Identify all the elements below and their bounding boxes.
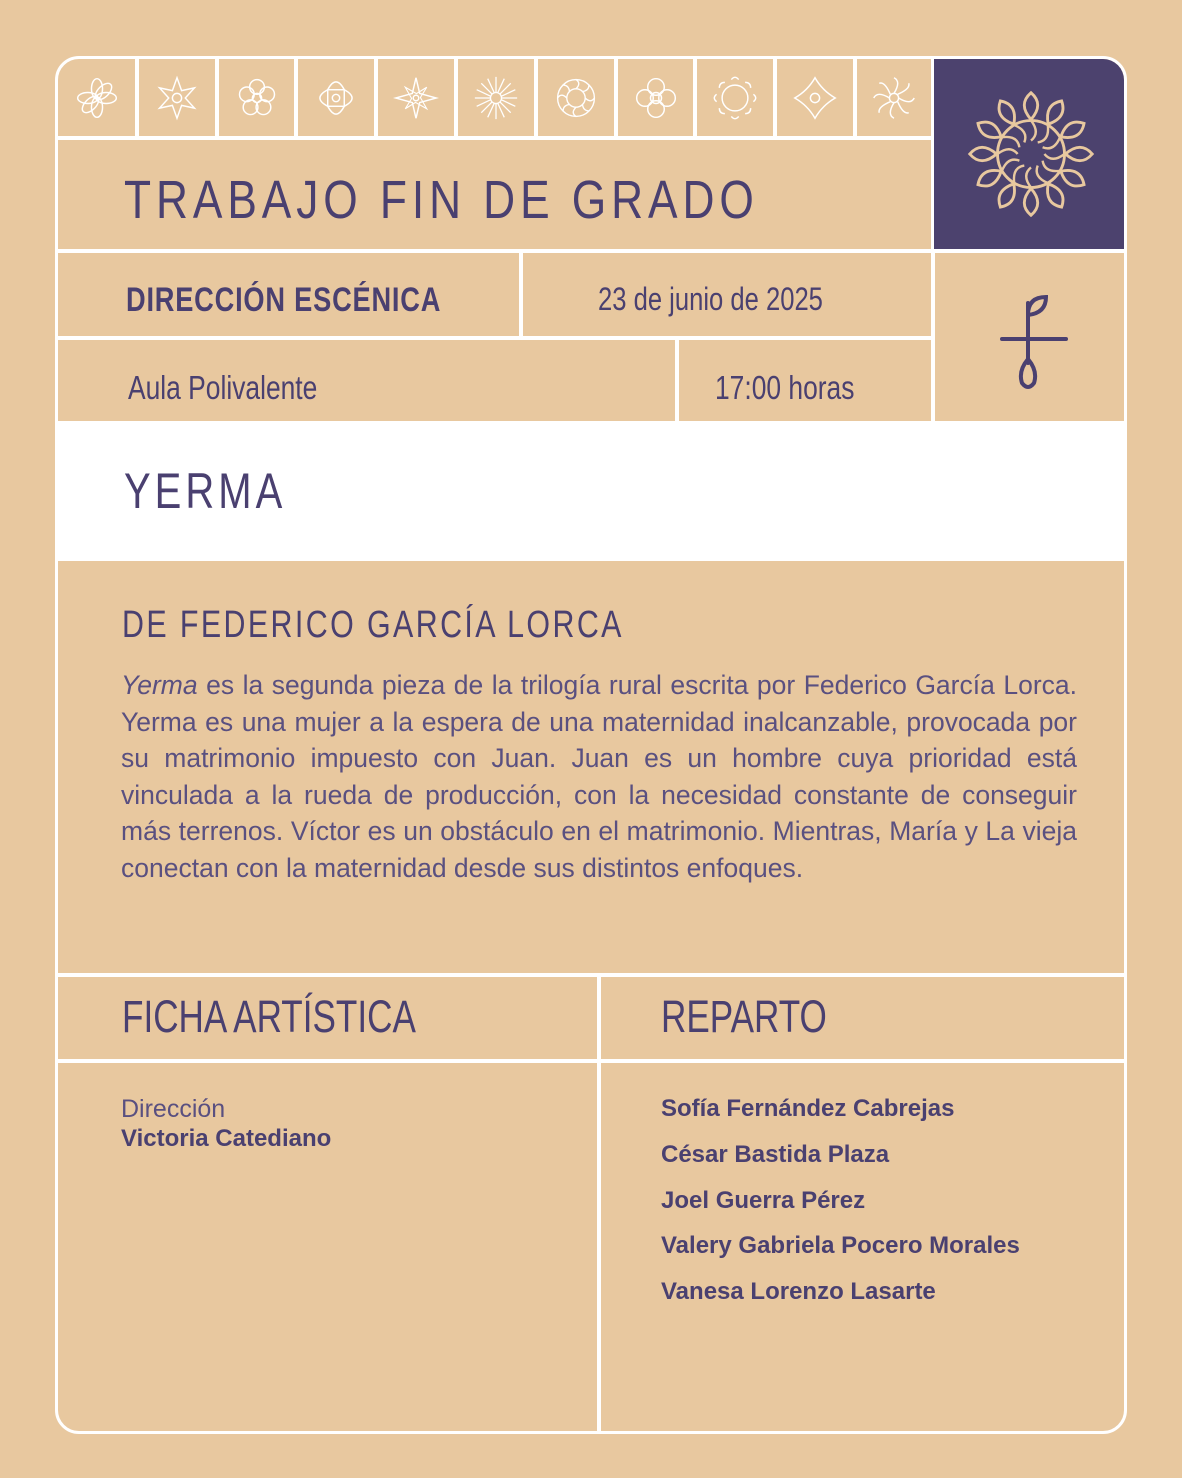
- divider: [58, 1059, 1127, 1063]
- cast-member: Vanesa Lorenzo Lasarte: [661, 1278, 936, 1306]
- event-card: [55, 56, 1127, 1434]
- layered-flower-icon: [618, 59, 693, 136]
- cast-member: Joel Guerra Pérez: [661, 1186, 866, 1214]
- sprout-symbol-icon: [988, 289, 1068, 399]
- director-role: Dirección: [121, 1095, 226, 1123]
- divider: [58, 249, 1127, 253]
- divider: [675, 339, 679, 423]
- play-title: YERMA: [124, 463, 287, 519]
- pointed-flower-icon: [378, 59, 454, 136]
- page-title: TRABAJO FIN DE GRADO: [124, 170, 759, 230]
- round-flower-icon: [219, 59, 294, 136]
- cast-heading: REPARTO: [661, 991, 827, 1042]
- diamond-flower-icon: [777, 59, 853, 136]
- star-flower-icon: [139, 59, 215, 136]
- cast-member: Valery Gabriela Pocero Morales: [661, 1232, 1020, 1260]
- divider: [58, 336, 934, 340]
- divider: [519, 253, 523, 337]
- cast-member: César Bastida Plaza: [661, 1140, 890, 1168]
- synopsis-title: Yerma: [121, 670, 198, 700]
- cast-member: Sofía Fernández Cabrejas: [661, 1095, 955, 1122]
- divider: [58, 136, 934, 140]
- synopsis-text: [121, 667, 1077, 886]
- credits-heading: FICHA ARTÍSTICA: [122, 991, 416, 1042]
- divider: [58, 973, 1127, 977]
- flower-outline-icon: [58, 59, 135, 136]
- mandala-logo-icon: [964, 87, 1098, 221]
- play-author: DE FEDERICO GARCÍA LORCA: [122, 604, 624, 646]
- scalloped-circle-icon: [697, 59, 773, 136]
- event-date: 23 de junio de 2025: [598, 281, 823, 317]
- event-time: 17:00 horas: [715, 369, 855, 406]
- director-name: Victoria Catediano: [121, 1125, 332, 1152]
- discipline-label: DIRECCIÓN ESCÉNICA: [126, 281, 442, 319]
- cast-list: [661, 1093, 1020, 1322]
- synopsis-body: es la segunda pieza de la trilogía rural escrita por Federico García Lorca. Yerma es una mujer a la espera de una maternidad inalcanzable, provocada por su matrimonio impuesto con Juan. Juan es un hombre cuya prioridad está vinculada a la rueda de producción, con la necesidad constante de conseguir más terrenos. Víctor es un obstáculo en el matrimonio. Mientras, María y La vieja conectan con la maternidad desde sus distintos enfoques.: [121, 670, 1077, 883]
- event-venue: Aula Polivalente: [128, 369, 318, 406]
- logo-panel: [934, 59, 1127, 249]
- flower-square-icon: [298, 59, 374, 136]
- divider: [597, 977, 601, 1434]
- mandala-ring-icon: [538, 59, 614, 136]
- sunburst-icon: [458, 59, 534, 136]
- spiral-flower-icon: [857, 59, 931, 136]
